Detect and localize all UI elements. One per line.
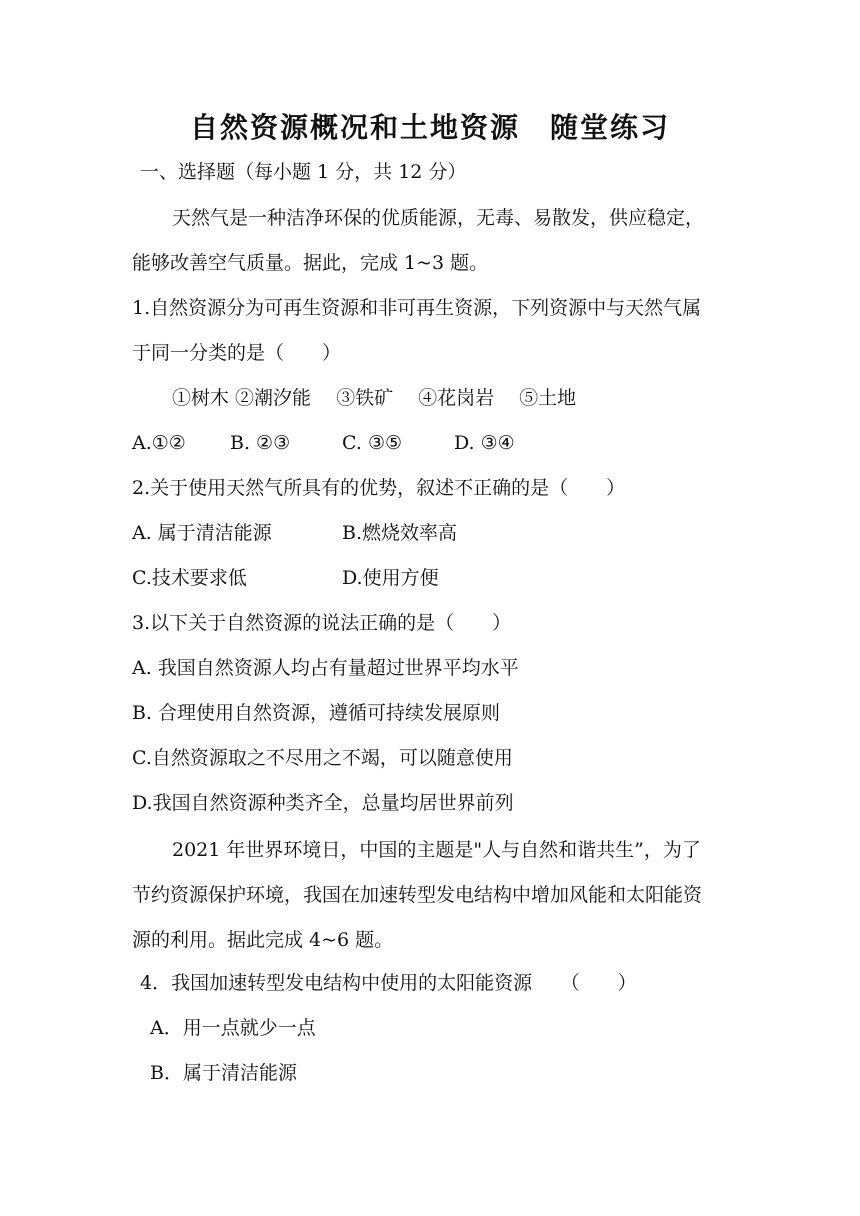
- q1-option-a: A.①②: [132, 432, 186, 454]
- q3-option-b: B. 合理使用自然资源，遵循可持续发展原则: [132, 702, 501, 724]
- passage2-line-2: 节约资源保护环境，我国在加速转型发电结构中增加风能和太阳能资: [132, 884, 703, 906]
- q2-stem: 2.关于使用天然气所具有的优势，叙述不正确的是（ ）: [132, 477, 626, 499]
- passage1-line-1: 天然气是一种洁净环保的优质能源，无毒、易散发，供应稳定，: [172, 207, 705, 229]
- q3-stem: 3.以下关于自然资源的说法正确的是（ ）: [132, 612, 512, 634]
- q1-stem-line-1: 1.自然资源分为可再生资源和非可再生资源，下列资源中与天然气属: [132, 297, 702, 319]
- q2-option-b: B.燃烧效率高: [342, 522, 458, 544]
- q2-option-d: D.使用方便: [342, 567, 439, 589]
- q3-option-a: A. 我国自然资源人均占有量超过世界平均水平: [132, 657, 519, 679]
- section-heading: 一、选择题（每小题 1 分，共 12 分）: [140, 161, 467, 183]
- q1-items: ①树木 ②潮汐能 ③铁矿 ④花岗岩 ⑤土地: [172, 387, 577, 409]
- q1-option-d: D. ③④: [454, 432, 515, 454]
- page-title: 自然资源概况和土地资源 随堂练习: [189, 111, 670, 144]
- passage1-line-2: 能够改善空气质量。据此，完成 1~3 题。: [132, 252, 489, 274]
- q3-option-c: C.自然资源取之不尽用之不竭，可以随意使用: [132, 747, 513, 769]
- passage2-line-1: 2021 年世界环境日，中国的主题是"人与自然和谐共生”，为了: [172, 839, 701, 861]
- q1-stem-line-2: 于同一分类的是（ ）: [132, 342, 342, 364]
- q1-option-c: C. ③⑤: [342, 432, 403, 454]
- q4-stem: 4．我国加速转型发电结构中使用的太阳能资源 （ ）: [140, 972, 637, 994]
- passage2-line-3: 源的利用。据此完成 4~6 题。: [132, 929, 394, 951]
- q2-option-c: C.技术要求低: [132, 567, 247, 589]
- q4-option-a: A．用一点就少一点: [150, 1017, 316, 1039]
- q1-option-b: B. ②③: [230, 432, 291, 454]
- q3-option-d: D.我国自然资源种类齐全，总量均居世界前列: [132, 792, 514, 814]
- q2-option-a: A. 属于清洁能源: [132, 522, 272, 544]
- q4-option-b: B．属于清洁能源: [150, 1062, 297, 1084]
